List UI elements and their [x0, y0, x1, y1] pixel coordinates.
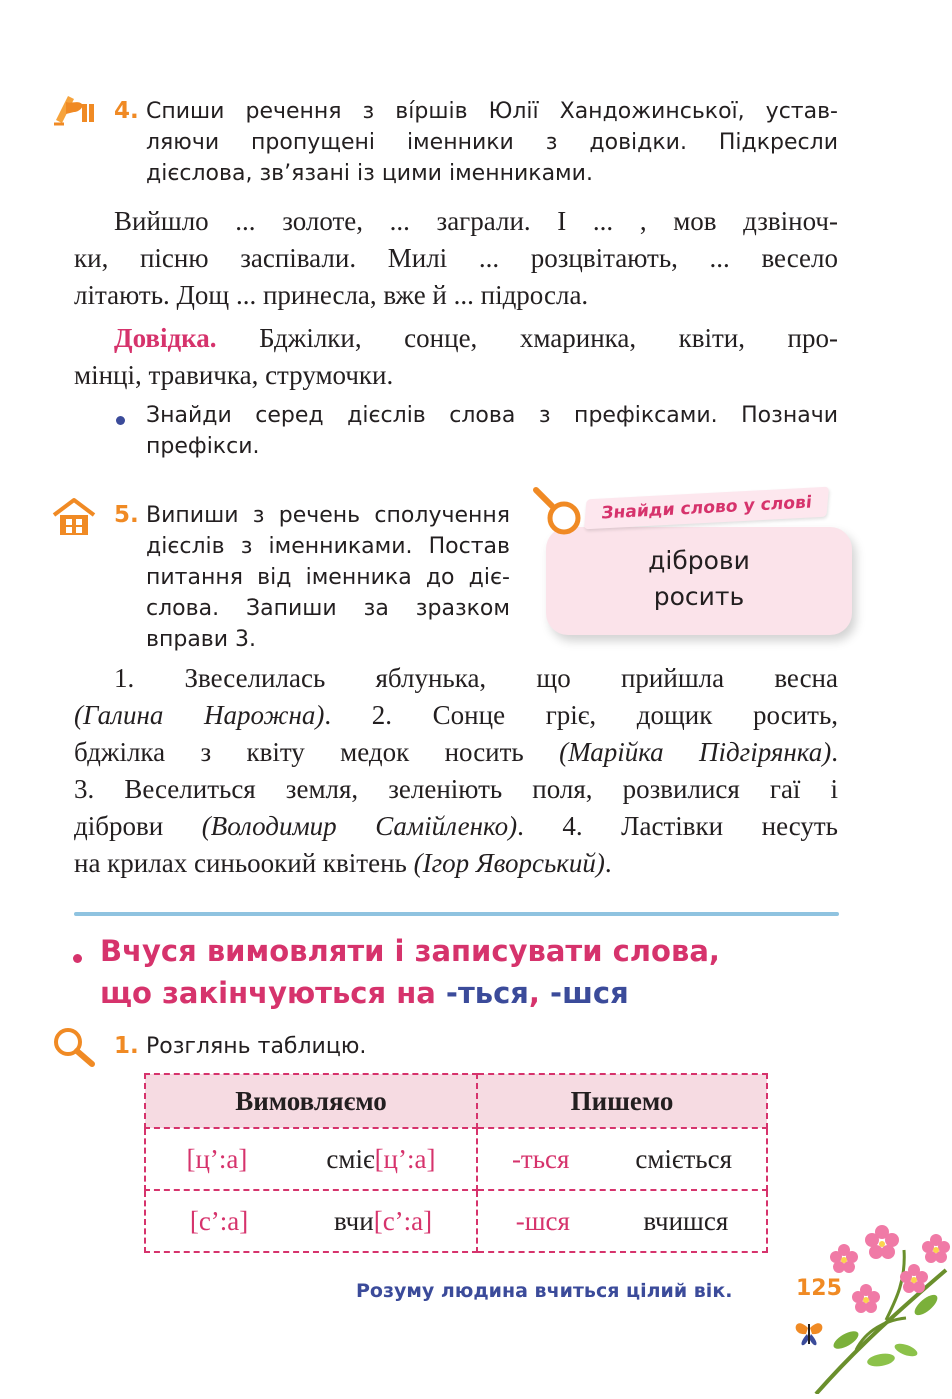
sentence-line: бджілка з квіту медок носить (Марійка Підгірянка). — [74, 737, 839, 767]
column-header: Пишемо — [477, 1074, 767, 1128]
sound-cell: [с’:а] — [189, 1205, 249, 1236]
task-4-line: Спиши речення з ві́ршів Юлії Хандожинської, устав- — [146, 99, 838, 124]
suffix-cell: -ться — [511, 1143, 570, 1174]
table-row — [145, 1190, 767, 1252]
flower-branch-illustration — [786, 1210, 952, 1394]
section-heading — [100, 930, 840, 1014]
task-5-number: 5. — [114, 502, 139, 528]
task-5-line: слова. Запиши за зразком — [146, 596, 510, 621]
butterfly-icon — [796, 1323, 823, 1345]
hint-words-2: мінці, травичка, струмочки. — [74, 360, 394, 390]
bullet-line: префікси. — [146, 434, 260, 459]
task-5-instructions — [146, 500, 510, 655]
hint-words: Бджілки, сонце, хмаринка, квіти, про- — [259, 323, 838, 353]
callout-word-2: росить — [653, 582, 745, 611]
pronunciation-table — [144, 1073, 768, 1253]
suffix-cell: -шся — [515, 1205, 570, 1236]
poem-line: ки, пісню заспівали. Милі ... розцвітають, ... весело — [74, 243, 838, 273]
table-row — [145, 1128, 767, 1190]
task-5-line: дієслів з іменниками. Постав — [146, 534, 510, 559]
task-4-hint — [74, 320, 838, 394]
heading-bullet — [73, 950, 82, 968]
task-5-line: вправи 3. — [146, 627, 257, 652]
bullet-dot — [116, 412, 125, 430]
sentence-line: 1. Звеселилась яблунька, що прийшла весна — [114, 663, 838, 693]
home-icon — [52, 497, 96, 537]
bullet-line: Знайди серед дієслів слова з префіксами. Позначи — [146, 403, 838, 428]
word-in-word-card — [546, 527, 852, 635]
suffix-ться: -ться — [445, 976, 529, 1010]
word-in-word-tag: Знайди слово у слові — [584, 487, 829, 530]
task-5-line: питання від іменника до діє- — [146, 565, 510, 590]
section-divider — [74, 912, 839, 916]
sentence-line: (Галина Нарожна). 2. Сонце гріє, дощик росить, — [74, 700, 839, 730]
task-4-poem — [74, 203, 838, 314]
spoken-word: сміє[ц’:а] — [326, 1143, 436, 1174]
task-4-number: 4. — [114, 98, 139, 124]
sentence-line: 3. Веселиться земля, зеленіють поля, розвилися гаї і — [74, 774, 838, 804]
task-1-number: 1. — [114, 1033, 139, 1059]
write-icon — [52, 90, 96, 126]
sentence-line: діброви (Володимир Самійленко). 4. Ластівки несуть — [74, 811, 838, 841]
magnifier-icon — [530, 484, 584, 538]
column-header: Вимовляємо — [145, 1074, 477, 1128]
magnifier-icon — [52, 1026, 96, 1068]
heading-line-1: Вчуся вимовляти і записувати слова, — [100, 934, 720, 968]
written-word: вчишся — [643, 1205, 729, 1236]
sentence-line: на крилах синьоокий квітень (Ігор Яворський). — [74, 848, 612, 878]
suffix-шся: -шся — [550, 976, 629, 1010]
heading-line-2: що закінчуються на -ться, -шся — [100, 976, 629, 1010]
poem-line: літають. Дощ ... принесла, вже й ... підросла. — [74, 280, 589, 310]
poem-line: Вийшло ... золоте, ... заграли. І ... , мов дзвіноч- — [114, 206, 838, 236]
task-5-sentences — [74, 660, 838, 882]
task-4-line: дієслова, зв’язані із цими іменниками. — [146, 161, 593, 186]
written-word: сміється — [635, 1143, 733, 1174]
proverb: Розуму людина вчиться цілий вік. — [356, 1280, 733, 1302]
hint-label: Довідка. — [114, 323, 217, 353]
task-4-line: ляючи пропущені іменники з довідки. Підкресли — [146, 130, 838, 155]
task-1-instructions: Розглянь таблицю. — [146, 1034, 367, 1059]
task-4-bullet — [146, 400, 838, 462]
task-4-instructions — [146, 96, 838, 189]
sound-cell: [ц’:а] — [186, 1143, 248, 1174]
page-number: 125 — [796, 1276, 842, 1301]
callout-word-1: діброви — [648, 546, 750, 575]
spoken-word: вчи[с’:а] — [333, 1205, 433, 1236]
task-5-line: Випиши з речень сполучення — [146, 503, 510, 528]
table-header-row — [145, 1074, 767, 1128]
